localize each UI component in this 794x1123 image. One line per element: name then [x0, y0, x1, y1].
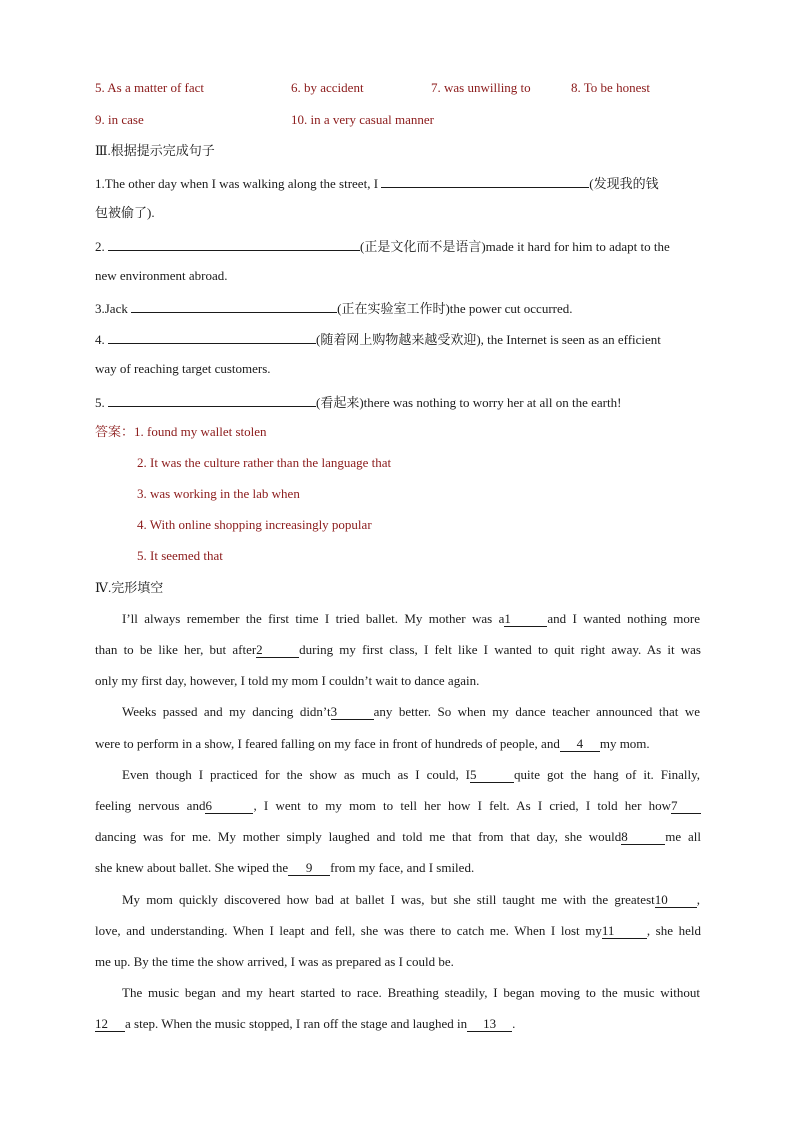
- passage-text: and I wanted nothing more: [547, 611, 701, 626]
- passage-text: quite got the hang of it. Finally,: [514, 767, 700, 782]
- answer-row-1: [95, 80, 701, 96]
- passage-text: , I went to my mom to tell her how I felt. As I cried, I told her how: [253, 798, 671, 813]
- question-text: there was nothing to worry her at all on the earth!: [363, 395, 622, 410]
- cloze-blank[interactable]: 7: [671, 799, 701, 814]
- question-text: the power cut occurred.: [449, 301, 573, 316]
- answer-item: 10. in a very casual manner: [291, 112, 434, 127]
- section-heading: Ⅳ.完形填空: [95, 580, 164, 595]
- passage-text: a step. When the music stopped, I ran off the stage and laughed in: [125, 1016, 468, 1031]
- question-1: [95, 174, 701, 192]
- cloze-blank[interactable]: 12: [95, 1017, 125, 1032]
- question-text: , the Internet is seen as an efficient: [480, 332, 661, 347]
- passage-text: Weeks passed and my dancing didn’t: [122, 704, 331, 719]
- question-1-cont: 包被偷了).: [95, 205, 155, 220]
- passage-text: Even though I practiced for the show as much as I could, I: [122, 767, 470, 782]
- passage-text: she knew about ballet. She wiped the: [95, 860, 289, 875]
- answer-item: 1. found my wallet stolen: [134, 424, 267, 439]
- section-heading: Ⅲ.根据提示完成句子: [95, 143, 215, 158]
- question-hint: (正是文化而不是语言): [360, 239, 486, 254]
- question-hint: (随着网上购物越来越受欢迎): [316, 332, 481, 347]
- cloze-blank[interactable]: 8: [621, 830, 665, 845]
- passage-text: any better. So when my dance teacher announced that we: [373, 704, 700, 719]
- answer-label: 答案：: [95, 424, 135, 439]
- question-hint: (正在实验室工作时): [337, 301, 450, 316]
- paragraph-line: [95, 1016, 701, 1032]
- paragraph-line: [122, 704, 700, 720]
- question-3: [95, 299, 701, 317]
- question-2-cont: new environment abroad.: [95, 268, 228, 283]
- answer-item: 7. was unwilling to: [431, 80, 531, 95]
- question-2: [95, 237, 701, 255]
- cloze-blank[interactable]: 4: [560, 737, 600, 752]
- answer-row-2: [95, 112, 701, 128]
- passage-text: My mom quickly discovered how bad at ballet I was, but she still taught me with the greatest: [122, 892, 655, 907]
- answer-item: 6. by accident: [291, 80, 364, 95]
- passage-text: , she held: [646, 923, 701, 938]
- answer-item: 5. It seemed that: [137, 548, 223, 563]
- question-4: [95, 330, 701, 348]
- passage-text: from my face, and I smiled.: [330, 860, 475, 875]
- paragraph-line: [95, 923, 701, 939]
- paragraph-line: [95, 642, 701, 658]
- paragraph-line: [95, 860, 701, 876]
- question-number: 3.Jack: [95, 301, 132, 316]
- passage-text: me all: [665, 829, 701, 844]
- passage-text: I’ll always remember the first time I tried ballet. My mother was a: [122, 611, 505, 626]
- answer-item: 5. As a matter of fact: [95, 80, 205, 95]
- cloze-blank[interactable]: 3: [331, 705, 374, 720]
- question-number: 2.: [95, 239, 108, 254]
- answer-blank[interactable]: [108, 393, 316, 407]
- answer-item: 9. in case: [95, 112, 144, 127]
- answer-blank[interactable]: [108, 330, 316, 344]
- passage-text: during my first class, I felt like I wanted to quit right away. As it was: [299, 642, 701, 657]
- passage-text: love, and understanding. When I leapt and fell, she was there to catch me. When I lost my: [95, 923, 602, 938]
- paragraph-line: [95, 736, 701, 752]
- cloze-blank[interactable]: 2: [256, 643, 299, 658]
- cloze-blank[interactable]: 10: [655, 893, 697, 908]
- paragraph-line: me up. By the time the show arrived, I was as prepared as I could be.: [95, 954, 454, 969]
- cloze-blank[interactable]: 13: [467, 1017, 512, 1032]
- answer-key: [95, 424, 701, 440]
- question-hint: (发现我的钱: [589, 176, 659, 191]
- answer-blank[interactable]: [108, 237, 360, 251]
- cloze-blank[interactable]: 9: [288, 861, 330, 876]
- question-text: 1.The other day when I was walking along the street, I: [95, 176, 382, 191]
- answer-item: 2. It was the culture rather than the language that: [137, 455, 392, 470]
- passage-text: were to perform in a show, I feared falling on my face in front of hundreds of people, and: [95, 736, 560, 751]
- question-number: 4.: [95, 332, 108, 347]
- passage-text: .: [512, 1016, 516, 1031]
- paragraph-line: [95, 829, 701, 845]
- paragraph-line: The music began and my heart started to race. Breathing steadily, I began moving to the music without: [122, 985, 700, 1000]
- passage-text: feeling nervous and: [95, 798, 206, 813]
- answer-blank[interactable]: [131, 299, 337, 313]
- question-text: made it hard for him to adapt to the: [485, 239, 670, 254]
- cloze-blank[interactable]: 11: [602, 924, 647, 939]
- answer-item: 8. To be honest: [571, 80, 651, 95]
- question-5: [95, 393, 701, 411]
- paragraph-line: [122, 767, 700, 783]
- cloze-blank[interactable]: 6: [205, 799, 253, 814]
- question-number: 5.: [95, 395, 108, 410]
- paragraph-line: [95, 798, 701, 814]
- cloze-blank[interactable]: 5: [470, 768, 514, 783]
- passage-text: my mom.: [599, 736, 650, 751]
- cloze-blank[interactable]: 1: [504, 612, 547, 627]
- passage-text: ,: [696, 892, 700, 907]
- answer-blank[interactable]: [381, 174, 589, 188]
- question-hint: (看起来): [316, 395, 364, 410]
- answer-item: 3. was working in the lab when: [137, 486, 300, 501]
- passage-text: dancing was for me. My mother simply laughed and told me that from that day, she would: [95, 829, 622, 844]
- question-4-cont: way of reaching target customers.: [95, 361, 271, 376]
- passage-text: than to be like her, but after: [95, 642, 257, 657]
- paragraph-line: [122, 892, 700, 908]
- paragraph-line: [122, 611, 700, 627]
- paragraph-line: only my first day, however, I told my mom I couldn’t wait to dance again.: [95, 673, 480, 688]
- answer-item: 4. With online shopping increasingly popular: [137, 517, 372, 532]
